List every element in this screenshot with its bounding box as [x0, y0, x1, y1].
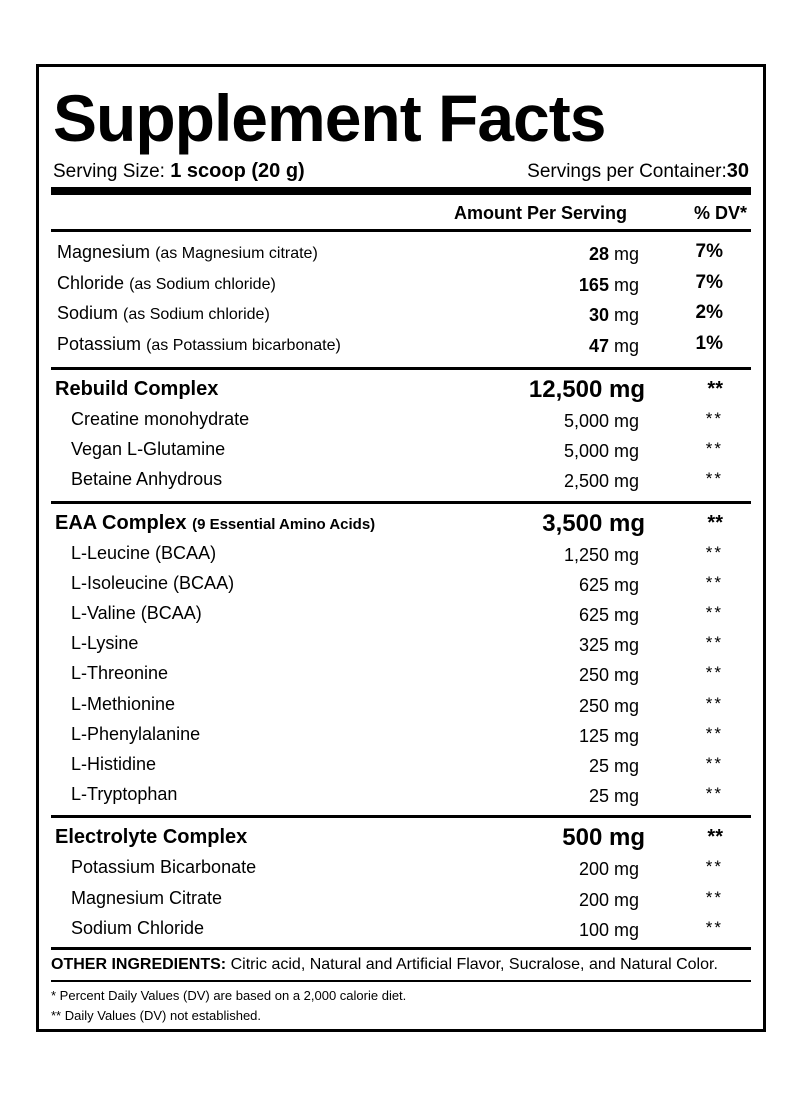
ingredient-row — [51, 883, 751, 913]
ingredient-row — [51, 538, 751, 568]
nutrient-name-text: Magnesium — [57, 242, 151, 262]
nutrient-amount — [579, 270, 639, 300]
ingredient-amount: 625 mg — [578, 605, 639, 625]
nutrient-amount-number: 28 — [588, 244, 609, 264]
ingredient-daily-value: ** — [705, 693, 723, 713]
servings-per-container-value: 30 — [726, 160, 749, 182]
thick-rule — [51, 187, 751, 195]
ingredient-row — [51, 852, 751, 882]
ingredient-amount: 2,500 mg — [563, 471, 639, 492]
nutrient-daily-value: 7% — [695, 241, 723, 262]
ingredient-amount: 250 mg — [578, 695, 639, 716]
ingredient-amount: 1,250 mg — [563, 544, 639, 565]
nutrient-name-text: Sodium — [57, 303, 119, 323]
ingredient-daily-value: ** — [705, 409, 723, 428]
nutrient-daily-value: 2% — [695, 302, 723, 323]
section-rule — [51, 815, 751, 818]
ingredient-row — [51, 434, 751, 464]
amount-per-serving-header: Amount Per Serving — [453, 203, 627, 223]
group-header-row — [51, 506, 751, 540]
ingredient-daily-value: ** — [705, 663, 723, 683]
ingredient-amount: 200 mg — [578, 889, 639, 910]
nutrient-amount-unit: mg — [613, 335, 639, 356]
ingredient-daily-value: ** — [705, 723, 723, 743]
group-name — [55, 372, 218, 406]
daily-value-header: % DV* — [693, 203, 747, 223]
nutrient-daily-value: 7% — [695, 271, 723, 293]
ingredient-name: Creatine monohydrate — [71, 409, 250, 429]
ingredient-amount: 125 mg — [578, 725, 639, 746]
serving-size-value: 1 scoop (20 g) — [170, 160, 305, 182]
ingredient-amount: 5,000 mg — [563, 411, 639, 431]
ingredient-row — [51, 404, 751, 434]
ingredient-name: L-Leucine (BCAA) — [71, 542, 217, 563]
ingredient-amount: 25 mg — [588, 756, 639, 776]
nutrient-amount-number: 47 — [588, 335, 609, 356]
footnote-rule — [51, 980, 751, 982]
nutrient-source-note: (as Sodium chloride) — [129, 275, 276, 293]
nutrient-source-note: (as Magnesium citrate) — [155, 245, 318, 262]
ingredient-daily-value: ** — [705, 754, 723, 773]
ingredient-name: L-Threonine — [71, 663, 169, 684]
footnote-not-established: ** Daily Values (DV) not established. — [51, 1008, 262, 1023]
servings-per-container-label: Servings per Container: — [527, 161, 727, 182]
ingredient-row — [51, 658, 751, 688]
panel-title: Supplement Facts — [53, 81, 606, 155]
ingredient-name: L-Tryptophan — [71, 784, 178, 805]
ingredient-daily-value: ** — [705, 469, 723, 489]
ingredient-amount: 100 mg — [578, 919, 639, 940]
mineral-row — [51, 298, 751, 328]
ingredient-daily-value: ** — [705, 917, 723, 937]
ingredient-name: Potassium Bicarbonate — [71, 857, 257, 878]
ingredient-amount: 325 mg — [578, 635, 639, 656]
nutrient-amount-unit: mg — [613, 244, 639, 264]
group-name — [55, 506, 375, 542]
ingredient-amount: 5,000 mg — [563, 441, 639, 462]
group-subtitle: (9 Essential Amino Acids) — [192, 515, 376, 533]
ingredient-daily-value: ** — [705, 572, 723, 592]
nutrient-amount-unit: mg — [613, 274, 639, 295]
serving-size — [53, 159, 305, 184]
mineral-row — [51, 329, 751, 359]
nutrient-source-note: (as Sodium chloride) — [123, 306, 270, 323]
ingredient-daily-value: ** — [705, 542, 723, 562]
nutrient-amount — [589, 300, 639, 330]
ingredient-name: L-Histidine — [71, 754, 157, 774]
nutrient-name-text: Potassium — [57, 333, 142, 354]
ingredient-row — [51, 749, 751, 779]
ingredient-row — [51, 464, 751, 494]
nutrient-name — [57, 237, 318, 269]
group-daily-value: ** — [707, 378, 723, 400]
group-daily-value: ** — [707, 826, 723, 849]
ingredient-daily-value: ** — [705, 439, 723, 459]
ingredient-name: L-Methionine — [71, 693, 176, 714]
other-ingredients-label: OTHER INGREDIENTS: — [51, 956, 227, 973]
nutrient-name-text: Chloride — [57, 272, 125, 293]
section-rule — [51, 947, 751, 950]
ingredient-daily-value: ** — [705, 857, 723, 877]
servings-per-container — [527, 159, 749, 184]
ingredient-daily-value: ** — [705, 887, 723, 907]
ingredient-name: Magnesium Citrate — [71, 887, 223, 908]
ingredient-name: L-Lysine — [71, 633, 139, 654]
footnote-dv: * Percent Daily Values (DV) are based on a 2,000 calorie diet. — [51, 988, 407, 1003]
ingredient-name: Betaine Anhydrous — [71, 469, 223, 490]
mineral-row — [51, 237, 751, 267]
group-header-row — [51, 372, 751, 406]
group-total-amount: 3,500 mg — [542, 509, 645, 537]
nutrient-daily-value: 1% — [695, 332, 723, 354]
ingredient-row — [51, 719, 751, 749]
nutrient-amount-unit: mg — [613, 305, 639, 325]
ingredient-daily-value: ** — [705, 633, 723, 653]
ingredient-daily-value: ** — [705, 784, 723, 804]
group-daily-value: ** — [707, 511, 723, 534]
ingredient-name: L-Valine (BCAA) — [71, 603, 202, 623]
nutrient-name — [57, 268, 276, 300]
ingredient-name: L-Isoleucine (BCAA) — [71, 572, 235, 593]
ingredient-row — [51, 913, 751, 943]
nutrient-amount-number: 30 — [588, 305, 609, 325]
ingredient-row — [51, 689, 751, 719]
group-total-amount: 12,500 mg — [528, 376, 645, 403]
group-header-row — [51, 820, 751, 854]
group-name-text: Rebuild Complex — [55, 378, 219, 400]
ingredient-name: Vegan L-Glutamine — [71, 439, 226, 460]
ingredient-amount: 25 mg — [588, 786, 639, 807]
group-name — [55, 820, 247, 854]
mineral-row — [51, 268, 751, 298]
ingredient-row — [51, 598, 751, 628]
nutrient-name — [57, 329, 341, 361]
section-rule — [51, 501, 751, 504]
header-rule — [51, 229, 751, 232]
supplement-facts-panel — [36, 64, 766, 1032]
group-name-text: EAA Complex — [55, 511, 187, 534]
group-total-amount: 500 mg — [562, 824, 645, 852]
ingredient-amount: 625 mg — [578, 574, 639, 595]
nutrient-source-note: (as Potassium bicarbonate) — [146, 336, 341, 354]
ingredient-name: Sodium Chloride — [71, 917, 205, 938]
nutrient-name — [57, 298, 270, 330]
nutrient-amount — [589, 331, 639, 361]
ingredient-row — [51, 568, 751, 598]
other-ingredients — [51, 955, 718, 975]
nutrient-amount-number: 165 — [578, 274, 609, 295]
ingredient-amount: 200 mg — [578, 859, 639, 880]
serving-size-label: Serving Size: — [53, 161, 165, 182]
group-name-text: Electrolyte Complex — [55, 826, 248, 849]
nutrient-amount — [589, 239, 639, 269]
ingredient-amount: 250 mg — [578, 665, 639, 686]
ingredient-row — [51, 628, 751, 658]
ingredient-daily-value: ** — [705, 603, 723, 622]
ingredient-row — [51, 779, 751, 809]
section-rule — [51, 367, 751, 370]
ingredient-name: L-Phenylalanine — [71, 723, 201, 744]
other-ingredients-text: Citric acid, Natural and Artificial Flavor, Sucralose, and Natural Color. — [230, 956, 718, 973]
